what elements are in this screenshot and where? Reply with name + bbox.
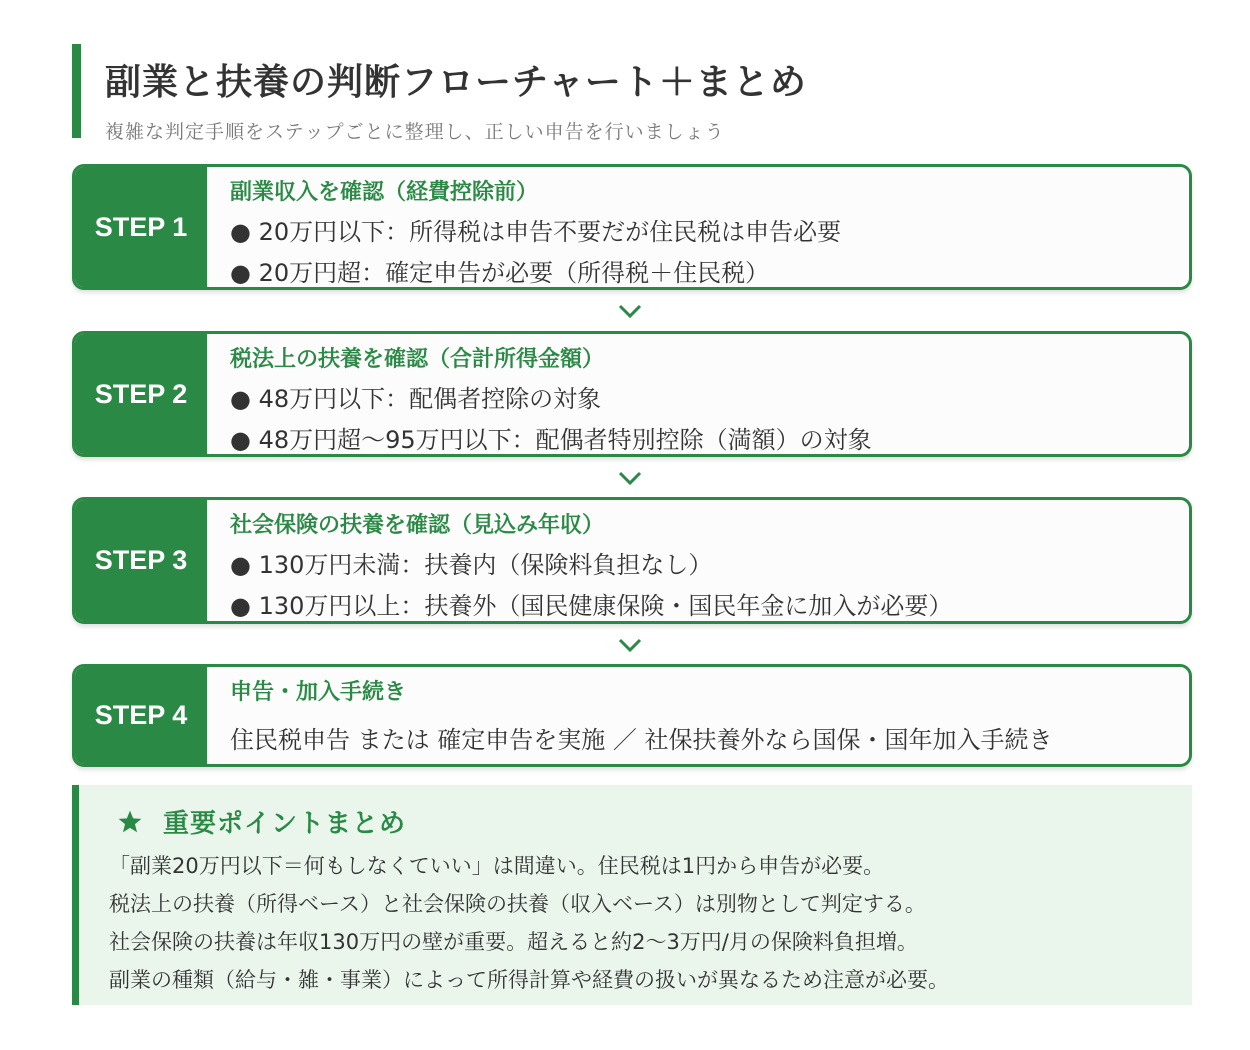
step-bullet: ● 130万円未満：扶養内（保険料負担なし）	[230, 551, 713, 579]
step-label: STEP 3	[75, 500, 207, 621]
step-label: STEP 4	[75, 667, 207, 764]
summary-point: 「副業20万円以下＝何もしなくていい」は間違い。住民税は1円から申告が必要。	[109, 854, 885, 878]
step-description: 住民税申告 または 確定申告を実施 ／ 社保扶養外なら国保・国年加入手続き	[230, 726, 1053, 754]
summary-title: 重要ポイントまとめ	[163, 809, 407, 839]
step-bullet: ● 48万円超〜95万円以下：配偶者特別控除（満額）の対象	[230, 426, 872, 454]
step-bullet: ● 130万円以上：扶養外（国民健康保険・国民年金に加入が必要）	[230, 592, 953, 620]
summary-point: 副業の種類（給与・雑・事業）によって所得計算や経費の扱いが異なるため注意が必要。	[109, 968, 949, 992]
step-bullet: ● 48万円以下：配偶者控除の対象	[230, 385, 602, 413]
star-icon	[117, 809, 143, 835]
step-body	[230, 508, 1179, 621]
step-bullet: ● 20万円超：確定申告が必要（所得税＋住民税）	[230, 259, 770, 287]
step-card-4	[72, 664, 1192, 767]
summary-box	[72, 785, 1192, 1005]
step-title: 申告・加入手続き	[230, 680, 407, 705]
summary-list	[109, 847, 949, 999]
chevron-down-icon	[618, 636, 642, 654]
chevron-down-icon	[618, 469, 642, 487]
summary-point: 税法上の扶養（所得ベース）と社会保険の扶養（収入ベース）は別物として判定する。	[109, 892, 926, 916]
step-title: 社会保険の扶養を確認（見込み年収）	[230, 513, 605, 538]
step-title: 税法上の扶養を確認（合計所得金額）	[230, 347, 605, 372]
summary-header	[117, 803, 406, 840]
step-card-3	[72, 497, 1192, 624]
step-body	[230, 675, 1179, 755]
summary-point: 社会保険の扶養は年収130万円の壁が重要。超えると約2〜3万円/月の保険料負担増。	[109, 930, 918, 954]
step-label: STEP 1	[75, 167, 207, 287]
page-title: 副業と扶養の判断フローチャート＋まとめ	[105, 62, 807, 103]
step-title: 副業収入を確認（経費控除前）	[230, 180, 539, 205]
step-body	[230, 342, 1179, 455]
page-header	[72, 44, 1172, 143]
step-card-1	[72, 164, 1192, 290]
step-card-2	[72, 331, 1192, 457]
step-body	[230, 175, 1179, 288]
step-bullet: ● 20万円以下：所得税は申告不要だが住民税は申告必要	[230, 218, 842, 246]
chevron-down-icon	[618, 302, 642, 320]
step-label: STEP 2	[75, 334, 207, 454]
page-subtitle: 複雑な判定手順をステップごとに整理し、正しい申告を行いましょう	[105, 121, 725, 143]
